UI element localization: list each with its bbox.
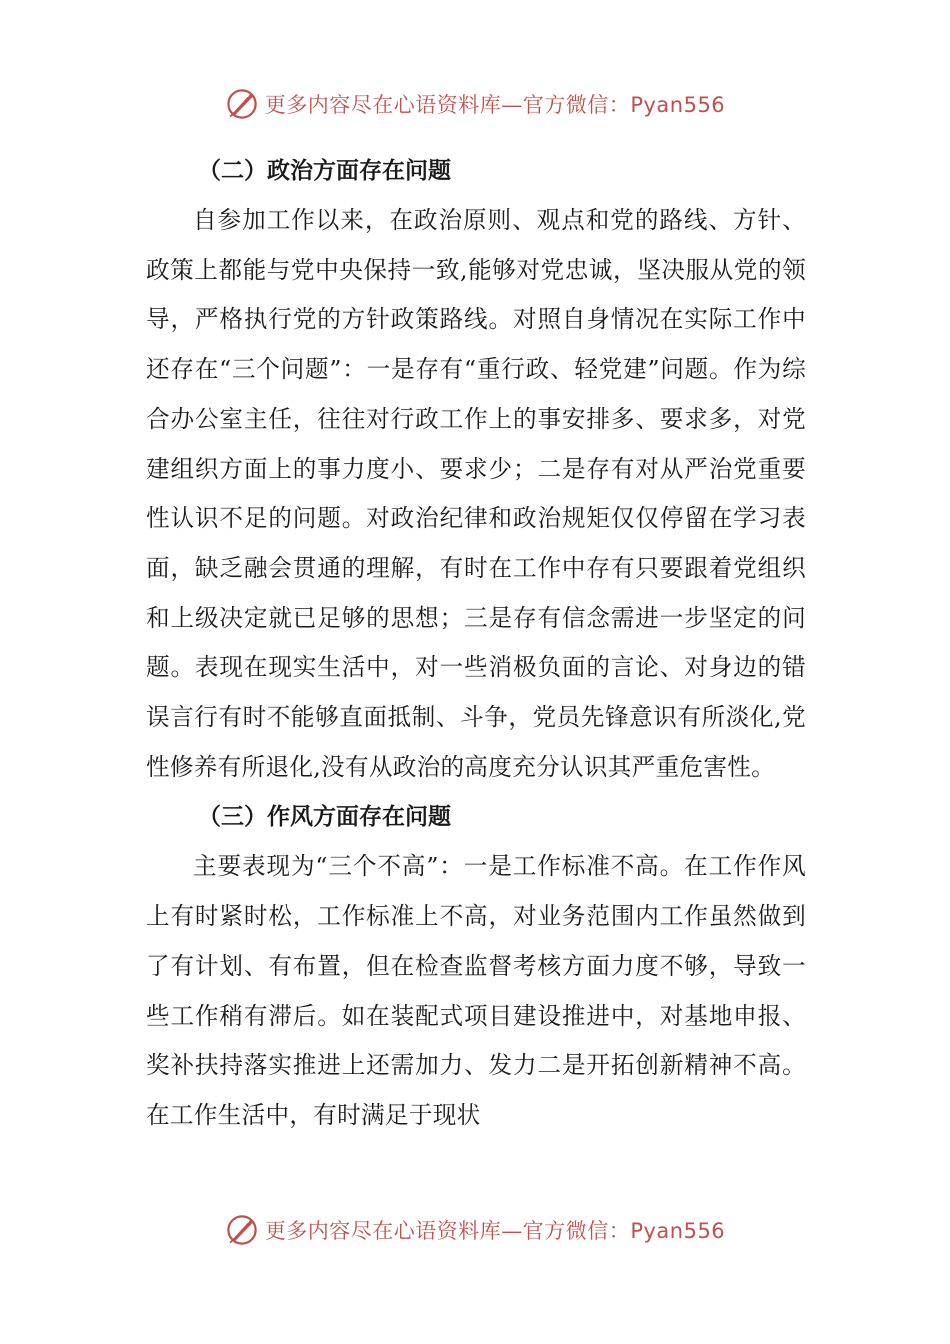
watermark-text: 更多内容尽在心语资料库—官方微信：Pyan556 xyxy=(264,93,726,117)
section-paragraph-work-style: 主要表现为“三个不高”：一是工作标准不高。在工作作风上有时紧时松，工作标准上不高，对业务范围内工作虽然做到了有计划、有布置，但在检查监督考核方面力度不够，导致一些工作稍有滞后。如在装配式项目建设推进中，对基地申报、奖补扶持落实推进上还需加力、发力二是开拓创新精神不高。在工作生活中，有时满足于现状 xyxy=(146,852,806,1129)
section-paragraph-political: 自参加工作以来，在政治原则、观点和党的路线、方针、政策上都能与党中央保持一致,能够对党忠诚，坚决服从党的领导，严格执行党的方针政策路线。对照自身情况在实际工作中还存在“三个问题”：一是存有“重行政、轻党建”问题。作为综合办公室主任，往往对行政工作上的事安排多、要求多，对党建组织方面上的事力度小、要求少；二是存有对从严治党重要性认识不足的问题。对政治纪律和政治规矩仅仅停留在学习表面，缺乏融会贯通的理解，有时在工作中存有只要跟着党组织和上级决定就已足够的思想；三是存有信念需进一步坚定的问题。表现在现实生活中，对一些消极负面的言论、对身边的错误言行有时不能够直面抵制、斗争，党员先锋意识有所淡化,党性修养有所退化,没有从政治的高度充分认识其严重危害性。 xyxy=(146,206,806,781)
document-body xyxy=(146,146,806,1141)
footer-watermark xyxy=(0,1210,950,1250)
quill-pen-logo-icon xyxy=(225,87,259,121)
watermark-text: 更多内容尽在心语资料库—官方微信：Pyan556 xyxy=(264,1219,726,1243)
quill-pen-logo-icon xyxy=(225,1213,259,1247)
section-heading-work-style: （三）作风方面存在问题 xyxy=(198,804,451,831)
wechat-id: Pyan556 xyxy=(630,1219,726,1243)
header-watermark xyxy=(0,84,950,124)
wechat-id: Pyan556 xyxy=(630,93,726,117)
section-heading-political: （二）政治方面存在问题 xyxy=(198,158,451,184)
